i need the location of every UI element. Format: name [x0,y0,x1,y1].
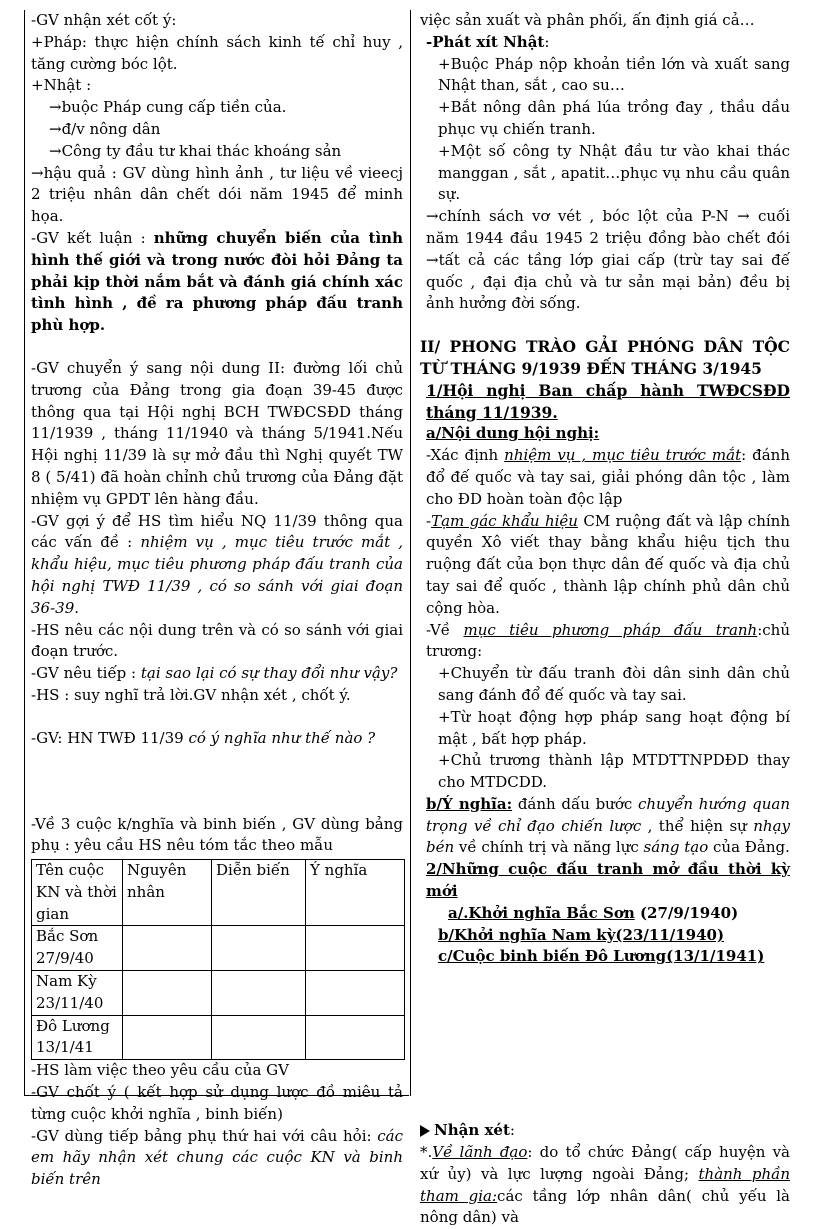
table-row [32,926,405,971]
column-divider [410,10,411,1096]
table-header-row [32,860,405,926]
paragraph: →chính sách vơ vét , bóc lột của P-N → cuối năm 1944 đầu 1945 2 triệu đồng bào chết đói →tất cả các tầng lớp giai cấp (trừ tay sai đế quốc , đại địa chủ và tư sản mại bản) đều bị ảnh hưởng đời sống. [426,207,790,313]
paragraph: -Tạm gác khẩu hiệu CM ruộng đất và lập chính quyền Xô viết thay bằng khẩu hiệu tịch thu ruộng đất của bọn thực dân đế quốc và địa chủ tay sai để quốc , thành lập chính phủ dân chủ cộng hòa. [426,511,790,617]
table-header-cell: Tên cuộc KN và thời gian [32,860,123,926]
paragraph: +Buộc Pháp nộp khoản tiền lớn và xuất sang Nhật than, sắt , cao su… [438,54,790,95]
paragraph: →đ/v nông dân [49,119,161,138]
paragraph: →hậu quả : GV dùng hình ảnh , tư liệu về vieecj 2 triệu nhân dân chết dói năm 1945 để minh họa. [31,163,403,226]
paragraph: b/Ý nghĩa: đánh dấu bước chuyển hướng quan trọng về chỉ đạo chiến lược , thể hiện sự nhạy bén về chính trị và năng lực sáng tạo của Đảng. [426,794,790,857]
paragraph: Nhận xét: [420,1120,790,1142]
lesson-page [24,10,794,1227]
paragraph: việc sản xuất và phân phối, ấn định giá cả… [420,11,755,29]
arrow-right-icon: → [426,207,439,226]
paragraph: +Từ hoạt động hợp pháp sang hoạt động bí mật , bất hợp pháp. [438,707,790,748]
subsection-heading: c/Cuộc binh biến Đô Lương(13/1/1941) [438,947,765,966]
arrow-right-icon: → [49,119,62,138]
subsection-heading: b/Khởi nghĩa Nam kỳ(23/11/1940) [438,925,725,944]
paragraph: →buộc Pháp cung cấp tiền của. [49,98,287,117]
arrow-right-icon: → [49,98,62,117]
paragraph: -GV gợi ý để HS tìm hiểu NQ 11/39 thông qua các vấn đề : nhiệm vụ , mục tiêu trước mắt , khẩu hiệu, mục tiêu phương pháp đấu tranh của hội nghị TWĐ 11/39 , có so sánh với giai đoạn 36-39. [31,511,403,617]
arrow-right-icon: → [426,250,439,269]
paragraph: +Nhật : [31,76,92,95]
teacher-activity-column [24,10,409,1189]
table-header-cell: Diễn biến [212,860,306,926]
paragraph: -GV kết luận : những chuyển biến của tình hình thế giới và trong nước đòi hỏi Đảng ta phải kịp thời nắm bắt và đánh giá chính xác tình hình , đề ra phương pháp đấu tranh phù hợp. [31,228,403,335]
paragraph: -GV dùng tiếp bảng phụ thứ hai với câu hỏi: các em hãy nhận xét chung các cuộc KN và binh biến trên [31,1126,403,1189]
table-header-cell: Nguyên nhân [123,860,212,926]
paragraph: +Bắt nông dân phá lúa trồng đay , thầu dầu phục vụ chiến tranh. [438,98,790,138]
paragraph: -Phát xít Nhật: [426,32,550,51]
paragraph: -Về 3 cuộc k/nghĩa và binh biến , GV dùng bảng phụ : yêu cầu HS nêu tóm tắc theo mẫu [31,814,403,855]
section-heading: II/ PHONG TRÀO GẢI PHÓNG DÂN TỘC TỪ THÁNG 9/1939 ĐẾN THÁNG 3/1945 [420,337,790,378]
paragraph: -GV nêu tiếp : tại sao lại có sự thay đổi như vậy? [31,664,398,683]
arrow-right-icon: → [31,163,44,182]
paragraph: -GV chuyển ý sang nội dung II: đường lối chủ trương của Đảng trong gia đoạn 39-45 được thông qua tại Hội nghị BCH TWĐCSĐD tháng 11/1939 , tháng 11/1940 và tháng 5/1941.Nếu Hội nghị 11/39 là sự mở đầu thì Nghị quyết TW 8 ( 5/41) đã hoàn chỉnh chủ trương của Đảng đặt nhiệm vụ GPDT lên hàng đầu. [31,358,403,508]
paragraph: -HS : suy nghĩ trả lời.GV nhận xét , chốt ý. [31,685,351,704]
triangle-bullet-icon [420,1125,430,1137]
paragraph: +Chủ trương thành lập MTDTTNPDĐD thay cho MTDCDD. [438,751,790,792]
paragraph: -GV: HN TWĐ 11/39 có ý nghĩa như thế nào ? [31,728,376,747]
paragraph: +Chuyển từ đấu tranh đòi dân sinh dân chủ sang đánh đổ đế quốc và tay sai. [438,664,790,704]
table-cell: Bắc Sơn 27/9/40 [32,926,123,971]
paragraph: -HS nêu các nội dung trên và có so sánh với giai đoạn trước. [31,620,403,661]
paragraph: -Xác định nhiệm vụ , mục tiêu trước mắt: đánh đổ đế quốc và tay sai, giải phóng dân tộc , làm cho ĐD hoàn toàn độc lập [426,446,790,508]
table-cell: Nam Kỳ 23/11/40 [32,971,123,1016]
lesson-content-column [412,10,794,1229]
arrow-right-icon: → [49,141,62,160]
paragraph: *.Về lãnh đạo: do tổ chức Đảng( cấp huyện và xứ ủy) và lực lượng ngoài Đảng; thành phần tham gia:các tầng lớp nhân dân( chủ yếu là nông dân) và [420,1143,790,1227]
subsection-heading: a/Nội dung hội nghị: [426,424,600,443]
arrow-right-icon: → [737,207,750,226]
paragraph: -GV chốt ý ( kết hợp sử dụng lược đồ miêu tả từng cuộc khởi nghĩa , binh biến) [31,1083,403,1123]
subsection-heading: a/.Khởi nghĩa Bắc Sơn (27/9/1940) [448,903,739,922]
paragraph: -Về mục tiêu phương pháp đấu tranh:chủ trương: [426,620,790,661]
subsection-heading: 2/Những cuộc đấu tranh mở đầu thời kỳ mới [426,860,790,901]
table-row [32,1015,405,1060]
summary-table [31,859,405,1060]
table-row [32,971,405,1016]
table-header-cell: Ý nghĩa [306,860,405,926]
paragraph: →Công ty đầu tư khai thác khoáng sản [49,141,342,160]
subsection-heading: 1/Hội nghị Ban chấp hành TWĐCSĐD tháng 11/1939. [426,380,790,422]
paragraph: -GV nhận xét cốt ý: [31,11,177,29]
table-cell: Đô Lương 13/1/41 [32,1015,123,1060]
paragraph: -HS làm việc theo yêu cầu của GV [31,1061,289,1080]
paragraph: +Một số công ty Nhật đầu tư vào khai thác manggan , sắt , apatit…phục vụ nhu cầu quân sự. [438,141,790,204]
paragraph: +Pháp: thực hiện chính sách kinh tế chỉ huy , tăng cường bóc lột. [31,32,403,73]
